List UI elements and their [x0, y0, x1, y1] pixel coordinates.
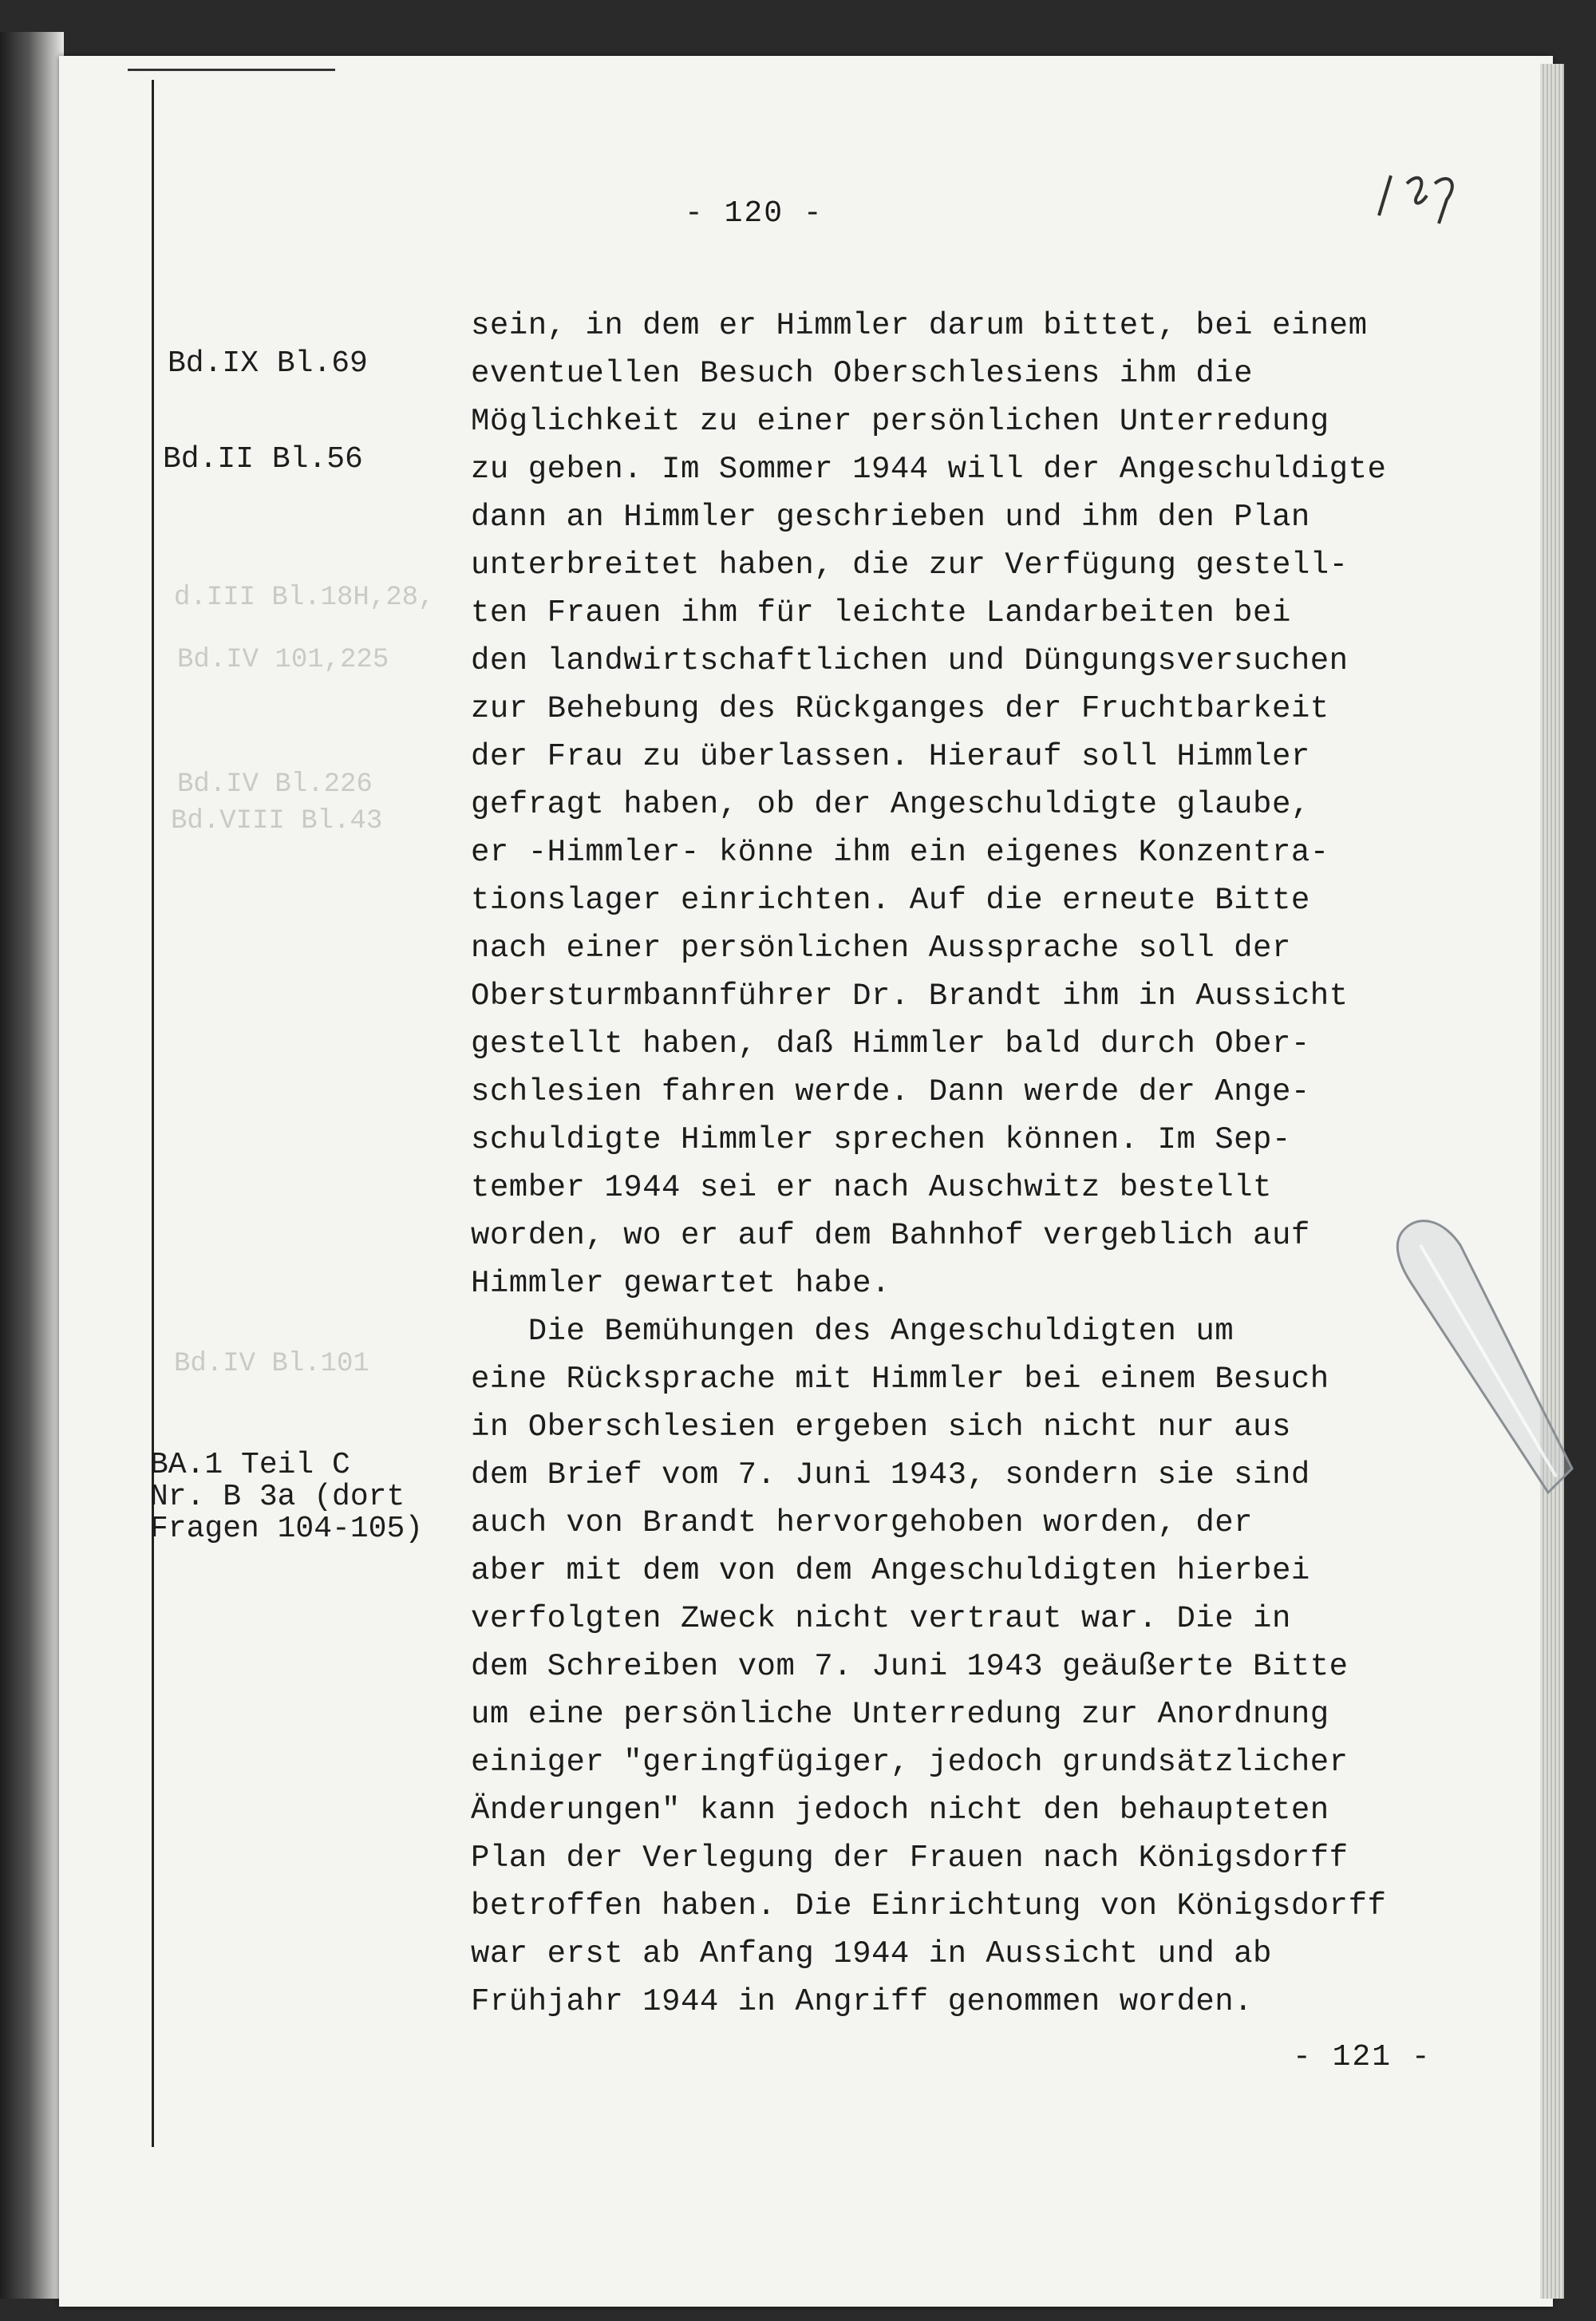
bleed-through-text: Bd.IV Bl.101	[174, 1349, 369, 1379]
body-line: gestellt haben, daß Himmler bald durch Ober-	[471, 1026, 1310, 1062]
page-stack-edge	[1540, 64, 1564, 2299]
bleed-through-text: d.III Bl.18H,28,	[174, 583, 435, 613]
margin-note: BA.1 Teil C	[150, 1448, 350, 1482]
body-line: tionslager einrichten. Auf die erneute Bitte	[471, 883, 1310, 918]
body-line: auch von Brandt hervorgehoben worden, der	[471, 1505, 1254, 1540]
body-line: unterbreitet haben, die zur Verfügung gestell-	[471, 548, 1349, 583]
body-line: Die Bemühungen des Angeschuldigten um	[471, 1314, 1235, 1349]
body-line: in Oberschlesien ergeben sich nicht nur aus	[471, 1410, 1291, 1445]
body-line: dann an Himmler geschrieben und ihm den Plan	[471, 500, 1310, 535]
body-line: gefragt haben, ob der Angeschuldigte glaube,	[471, 787, 1310, 822]
body-line: schlesien fahren werde. Dann werde der Ange-	[471, 1074, 1310, 1109]
body-line: betroffen haben. Die Einrichtung von Königsdorff	[471, 1888, 1387, 1924]
bleed-through-text: Bd.VIII Bl.43	[171, 806, 383, 836]
body-line: zu geben. Im Sommer 1944 will der Angeschuldigte	[471, 452, 1387, 487]
body-line: dem Brief vom 7. Juni 1943, sondern sie sind	[471, 1457, 1310, 1493]
body-line: dem Schreiben vom 7. Juni 1943 geäußerte Bitte	[471, 1649, 1349, 1684]
body-line: ten Frauen ihm für leichte Landarbeiten bei	[471, 595, 1291, 631]
body-line: sein, in dem er Himmler darum bittet, bei einem	[471, 308, 1368, 343]
body-line: eine Rücksprache mit Himmler bei einem Besuch	[471, 1362, 1329, 1397]
body-line: Obersturmbannführer Dr. Brandt ihm in Aussicht	[471, 979, 1349, 1014]
body-line: war erst ab Anfang 1944 in Aussicht und ab	[471, 1936, 1272, 1971]
body-line: er -Himmler- könne ihm ein eigenes Konzentra-	[471, 835, 1329, 870]
body-line: Frühjahr 1944 in Angriff genommen worden.	[471, 1984, 1254, 2019]
margin-note: Bd.II Bl.56	[163, 442, 363, 476]
margin-rule	[152, 80, 154, 2147]
body-line: Plan der Verlegung der Frauen nach Königsdorff	[471, 1841, 1349, 1876]
body-line: Himmler gewartet habe.	[471, 1266, 891, 1301]
body-line: worden, wo er auf dem Bahnhof vergeblich auf	[471, 1218, 1310, 1253]
bleed-through-text: Bd.IV 101,225	[177, 645, 389, 675]
next-page-number: - 121 -	[1293, 2040, 1432, 2074]
body-line: zur Behebung des Rückganges der Fruchtbarkeit	[471, 691, 1329, 726]
body-line: tember 1944 sei er nach Auschwitz bestellt	[471, 1170, 1272, 1205]
body-line: eventuellen Besuch Oberschlesiens ihm die	[471, 356, 1254, 391]
body-line: nach einer persönlichen Aussprache soll der	[471, 931, 1291, 966]
margin-note: Fragen 104-105)	[150, 1512, 424, 1546]
margin-rule-top	[128, 69, 335, 71]
body-line: Möglichkeit zu einer persönlichen Unterredung	[471, 404, 1329, 439]
handwritten-folio-mark	[1371, 160, 1467, 235]
page-number: - 120 -	[685, 196, 824, 231]
body-line: schuldigte Himmler sprechen können. Im Sep-	[471, 1122, 1291, 1157]
body-line: einiger "geringfügiger, jedoch grundsätzlicher	[471, 1745, 1349, 1780]
body-line: den landwirtschaftlichen und Düngungsversuchen	[471, 643, 1349, 678]
body-line: Änderungen" kann jedoch nicht den behaupteten	[471, 1793, 1329, 1828]
body-line: verfolgten Zweck nicht vertraut war. Die in	[471, 1601, 1291, 1636]
body-line: aber mit dem von dem Angeschuldigten hierbei	[471, 1553, 1310, 1588]
margin-note: Bd.IX Bl.69	[168, 346, 368, 381]
book-left-edge	[0, 32, 64, 2299]
page-holder-clip	[1389, 1213, 1580, 1504]
margin-note: Nr. B 3a (dort	[150, 1480, 405, 1514]
body-line: um eine persönliche Unterredung zur Anordnung	[471, 1697, 1329, 1732]
body-line: der Frau zu überlassen. Hierauf soll Himmler	[471, 739, 1310, 774]
bleed-through-text: Bd.IV Bl.226	[177, 769, 373, 800]
